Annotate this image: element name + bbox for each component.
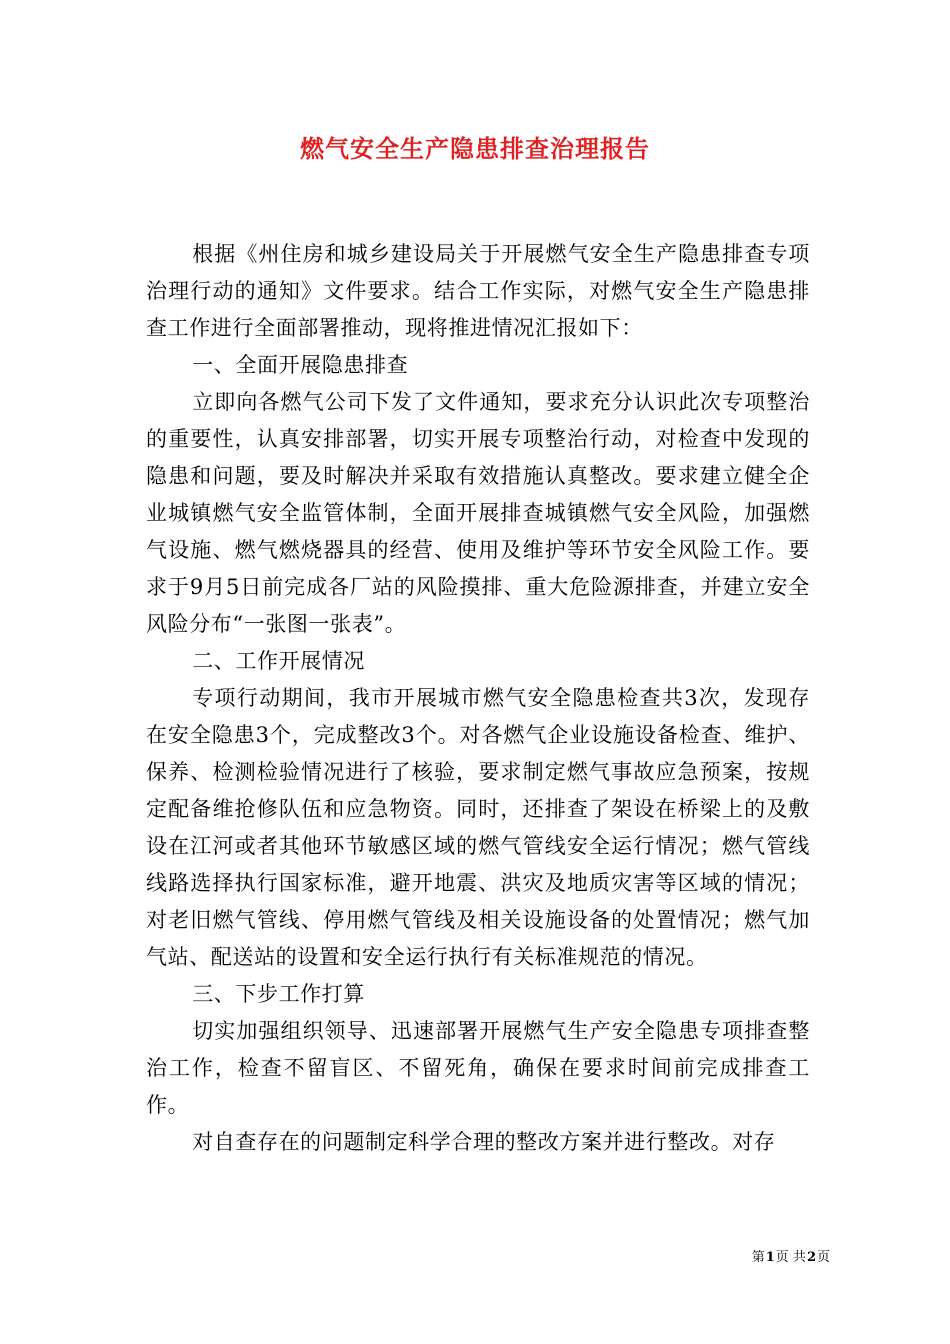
footer-middle: 页 共 [775, 1250, 806, 1265]
intro-paragraph: 根据《州住房和城乡建设局关于开展燃气安全生产隐患排查专项治理行动的通知》文件要求。结合工作实际，对燃气安全生产隐患排查工作进行全面部署推动，现将推进情况汇报如下： [146, 242, 810, 340]
section-3-paragraph-1: 切实加强组织领导、迅速部署开展燃气生产安全隐患专项排查整治工作，检查不留盲区、不留死角，确保在要求时间前完成排查工作。 [146, 1019, 810, 1117]
section-heading-2: 二、工作开展情况 [192, 649, 365, 673]
footer-current-page: 1 [765, 1250, 775, 1265]
footer-prefix: 第 [751, 1250, 765, 1265]
section-3-paragraph-2: 对自查存在的问题制定科学合理的整改方案并进行整改。对存 [192, 1130, 776, 1154]
document-body [146, 236, 810, 1161]
footer-suffix: 页 [816, 1250, 830, 1265]
section-heading-3: 三、下步工作打算 [192, 982, 365, 1006]
section-heading-1: 一、全面开展隐患排查 [192, 353, 409, 377]
section-1-paragraph: 立即向各燃气公司下发了文件通知，要求充分认识此次专项整治的重要性，认真安排部署，切实开展专项整治行动，对检查中发现的隐患和问题，要及时解决并采取有效措施认真整改。要求建立健全企业城镇燃气安全监管体制，全面开展排查城镇燃气安全风险，加强燃气设施、燃气燃烧器具的经营、使用及维护等环节安全风险工作。要求于9月5日前完成各厂站的风险摸排、重大危险源排查，并建立安全风险分布“一张图一张表”。 [146, 390, 810, 636]
page-number-footer [690, 1249, 830, 1267]
footer-total-pages: 2 [806, 1250, 816, 1265]
document-title: 燃气安全生产隐患排查治理报告 [300, 134, 650, 163]
section-2-paragraph: 专项行动期间，我市开展城市燃气安全隐患检查共3次，发现存在安全隐患3个，完成整改3个。对各燃气企业设施设备检查、维护、保养、检测检验情况进行了核验，要求制定燃气事故应急预案，按规定配备维抢修队伍和应急物资。同时，还排查了架设在桥梁上的及敷设在江河或者其他环节敏感区域的燃气管线安全运行情况；燃气管线线路选择执行国家标准，避开地震、洪灾及地质灾害等区域的情况；对老旧燃气管线、停用燃气管线及相关设施设备的处置情况；燃气加气站、配送站的设置和安全运行执行有关标准规范的情况。 [146, 686, 810, 969]
